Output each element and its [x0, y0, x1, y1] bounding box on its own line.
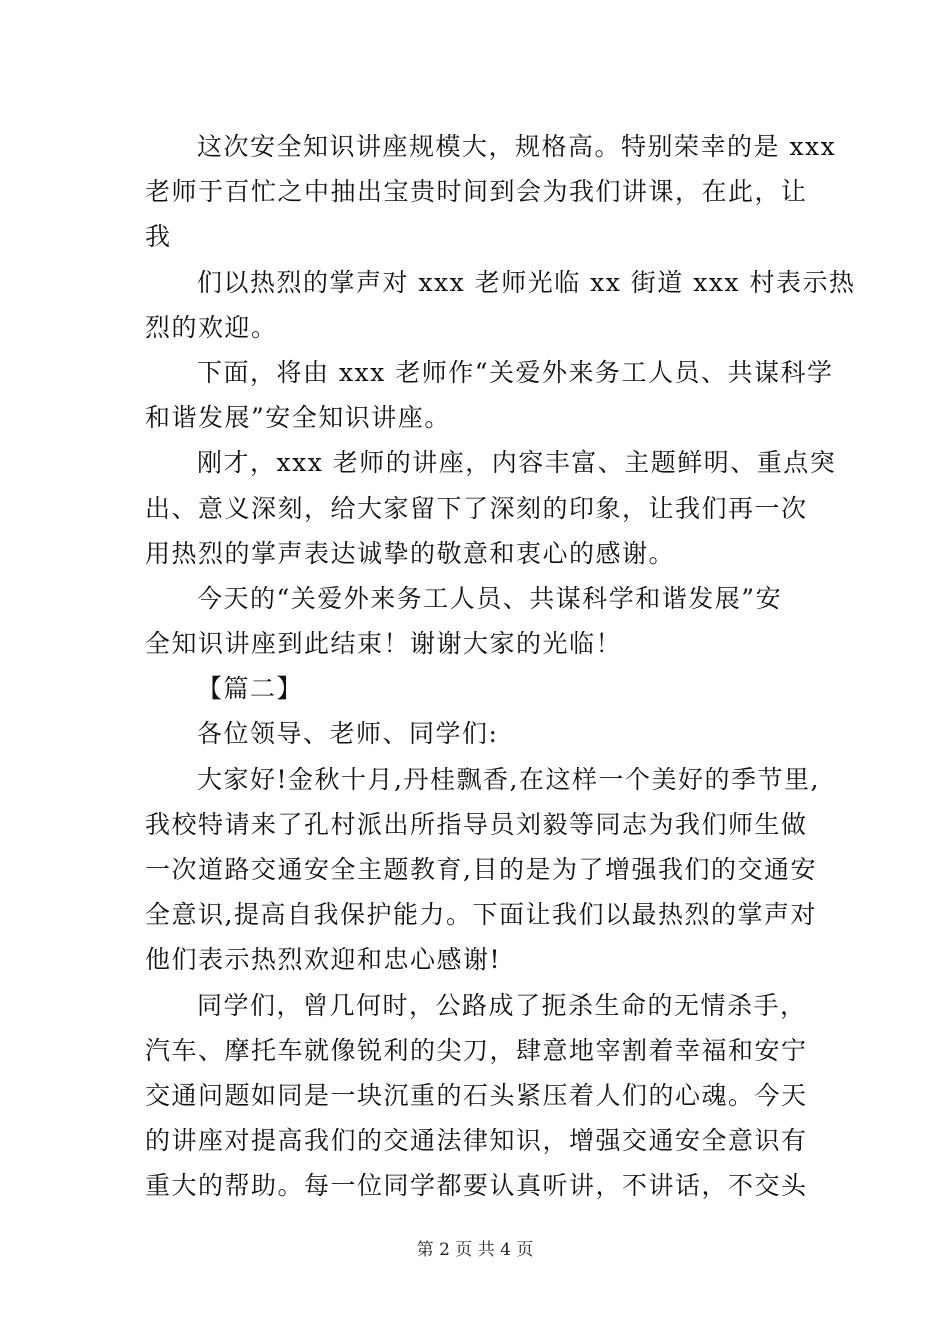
text-line: 刚才，xxx 老师的讲座，内容丰富、主题鲜明、重点突	[197, 448, 837, 478]
text-line: 大家好!金秋十月,丹桂飘香,在这样一个美好的季节里,	[197, 764, 820, 794]
text-line: 同学们，曾几何时，公路成了扼杀生命的无情杀手，	[197, 990, 807, 1020]
text-line: 的讲座对提高我们的交通法律知识，增强交通安全意识有	[145, 1126, 808, 1156]
text-line: 一次道路交通安全主题教育,目的是为了增强我们的交通安	[145, 855, 817, 884]
text-line: 下面，将由 xxx 老师作“关爱外来务工人员、共谋科学	[197, 357, 834, 387]
text-line: 我校特请来了孔村派出所指导员刘毅等同志为我们师生做	[145, 809, 808, 839]
text-line: 各位领导、老师、同学们:	[197, 719, 499, 749]
page-footer: 第 2 页 共 4 页	[416, 1240, 534, 1260]
text-line: 交通问题如同是一块沉重的石头紧压着人们的心魂。今天	[145, 1080, 808, 1110]
text-line: 这次安全知识讲座规模大，规格高。特别荣幸的是 xxx	[197, 132, 837, 161]
text-line: 全知识讲座到此结束！谢谢大家的光临！	[145, 629, 623, 659]
text-line: 和谐发展”安全知识讲座。	[145, 403, 451, 433]
text-line: 我	[145, 222, 172, 252]
text-line: 用热烈的掌声表达诚挚的敬意和衷心的感谢。	[145, 538, 676, 568]
body-text	[145, 124, 856, 1209]
text-line: 们以热烈的掌声对 xxx 老师光临 xx 街道 xxx 村表示热	[197, 267, 856, 297]
text-line: 全意识,提高自我保护能力。下面让我们以最热烈的掌声对	[145, 900, 817, 930]
text-line: 烈的欢迎。	[145, 312, 278, 342]
text-line: 出、意义深刻，给大家留下了深刻的印象，让我们再一次	[145, 493, 808, 523]
text-line: 汽车、摩托车就像锐利的尖刀，肆意地宰割着幸福和安宁	[145, 1035, 808, 1065]
text-line: 他们表示热烈欢迎和忠心感谢!	[145, 945, 502, 975]
text-line: 今天的“关爱外来务工人员、共谋科学和谐发展”安	[197, 583, 783, 613]
text-line: 【篇二】	[197, 674, 304, 704]
text-line: 重大的帮助。每一位同学都要认真听讲，不讲话，不交头	[145, 1171, 808, 1201]
text-line: 老师于百忙之中抽出宝贵时间到会为我们讲课，在此，让	[145, 177, 808, 207]
